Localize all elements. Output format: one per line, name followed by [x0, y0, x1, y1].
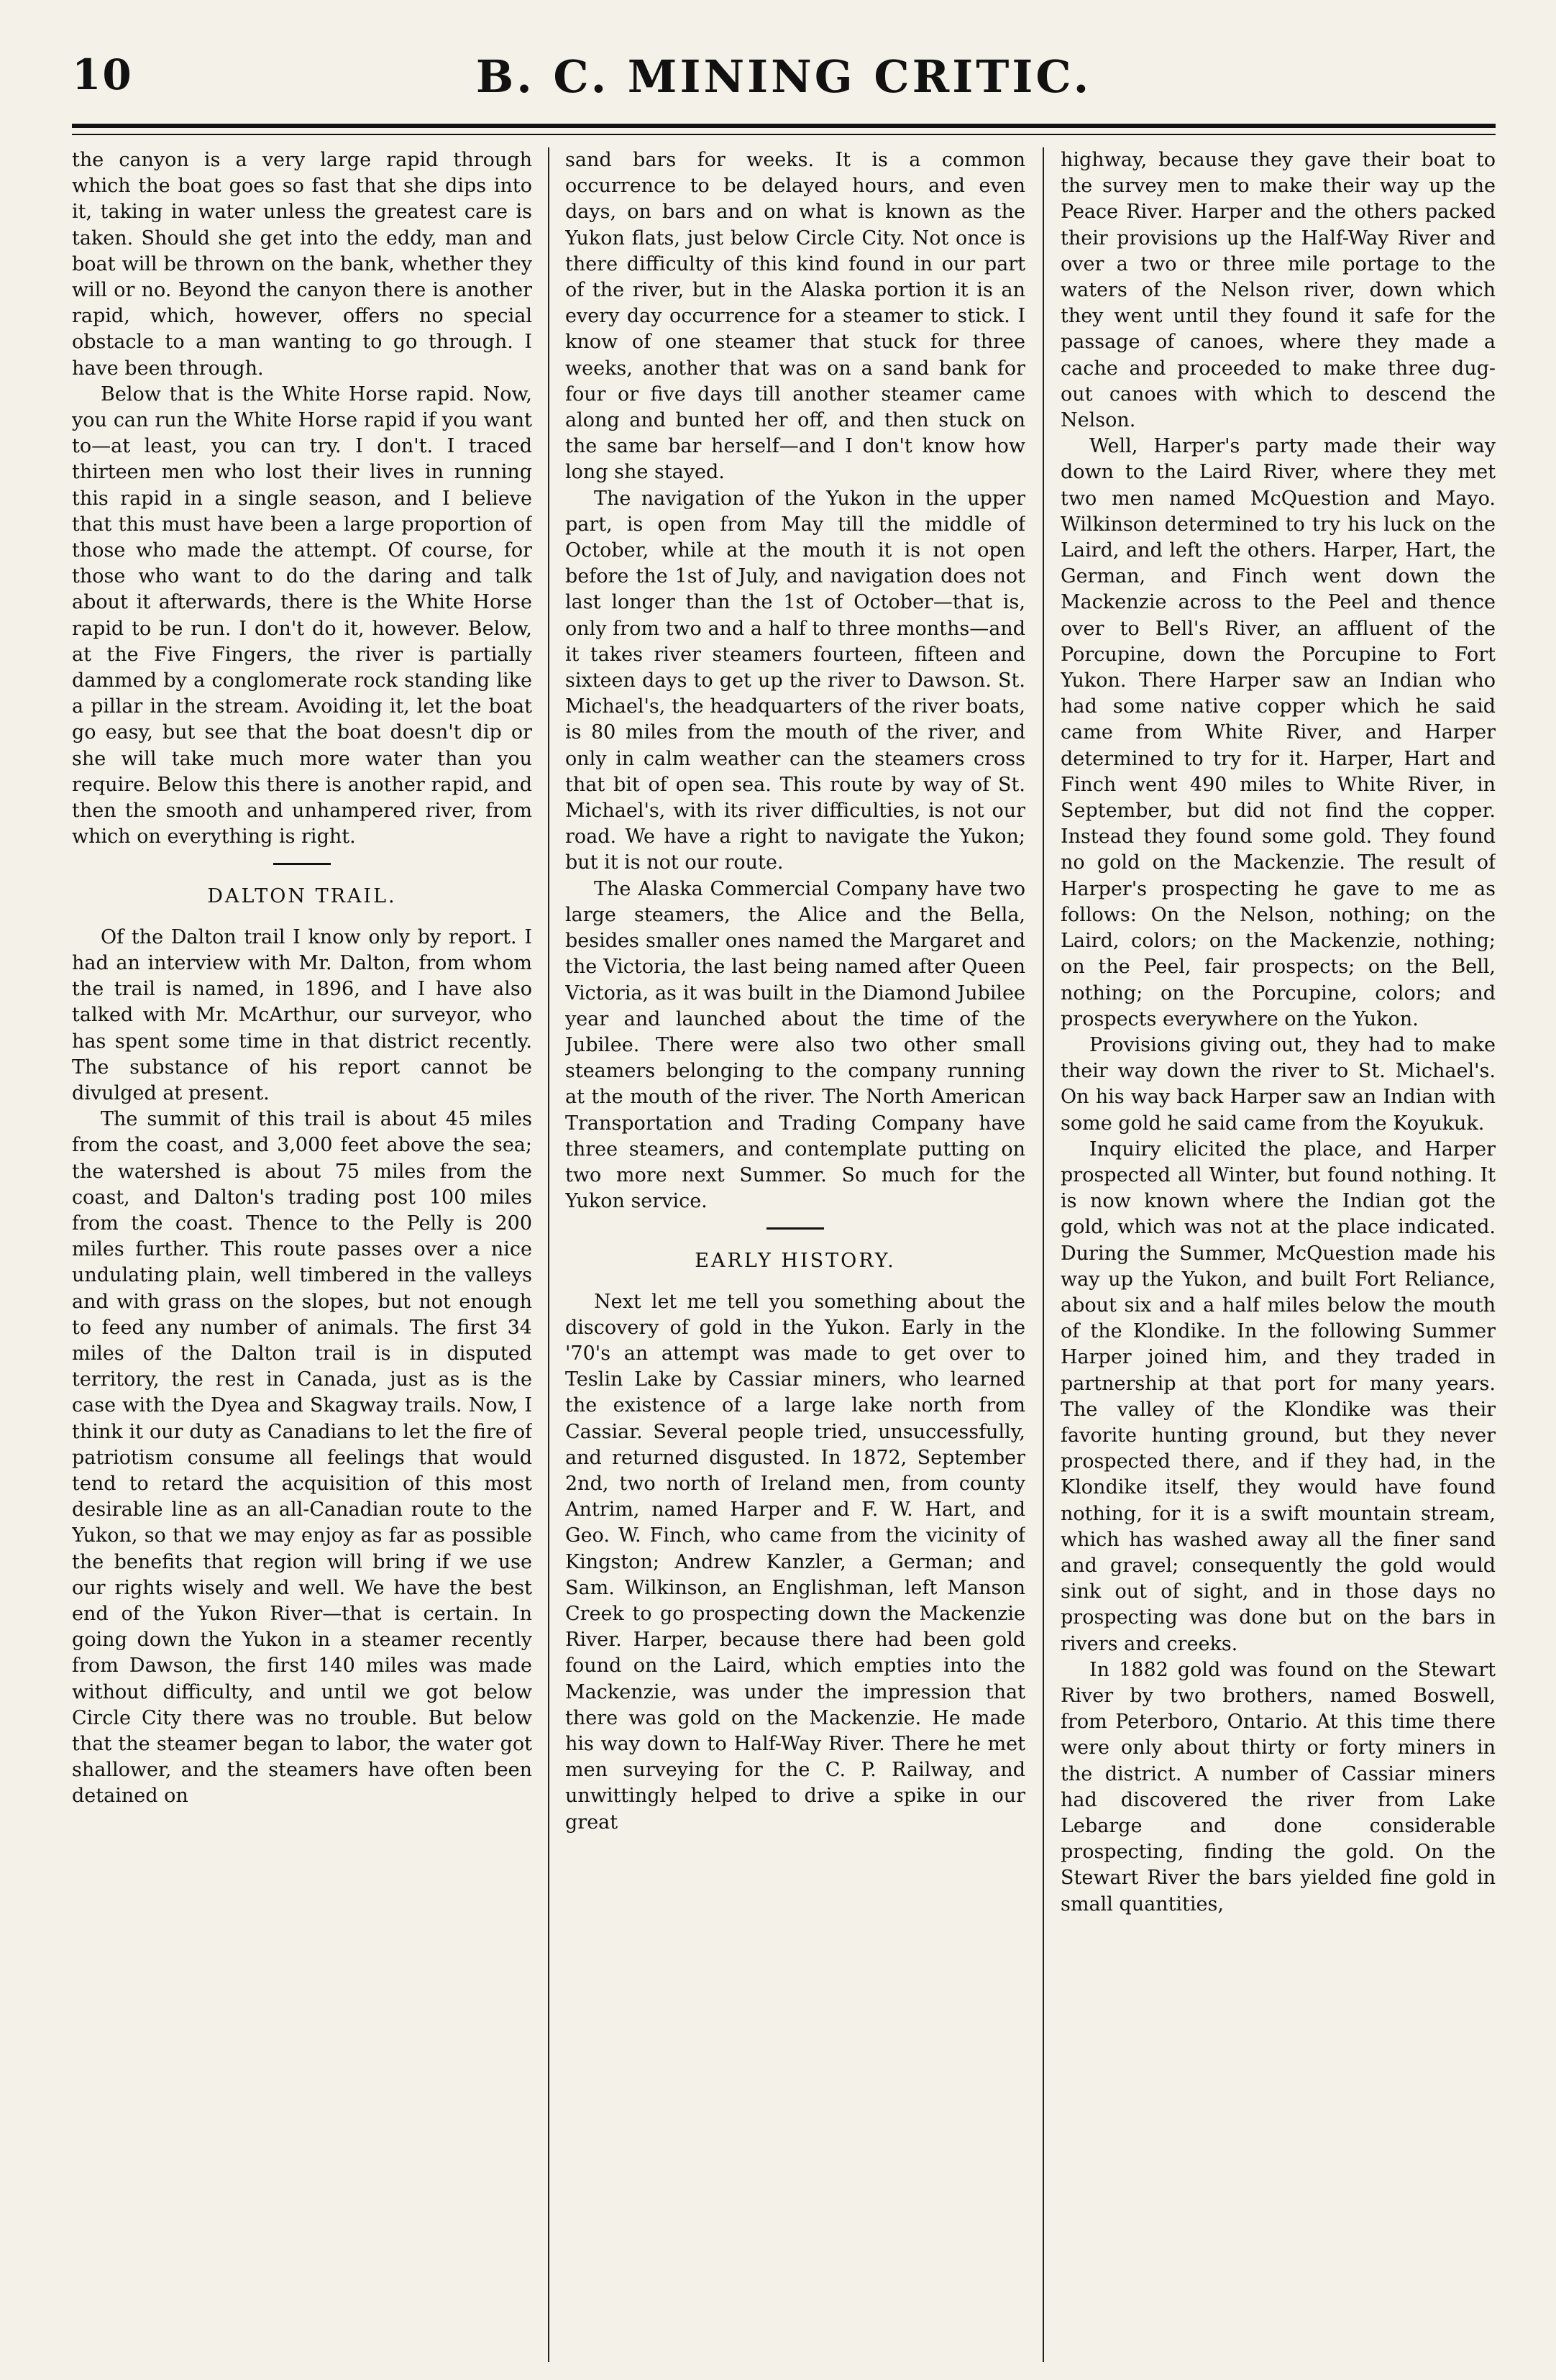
column-2 — [565, 147, 1025, 2362]
article-paragraph: Inquiry elicited the place, and Harper prospected all Winter, but found nothing. It is now known where the Indian got the gold, which was not at the place indicated. During the Summer, McQuestion made his way up the Yukon, and built Fort Reliance, about six and a half miles below the mouth of the Klondike. In the following Summer Harper joined him, and they traded in partnership at that port for many years. The valley of the Klondike was their favorite hunting ground, but they never prospected there, and if they had, in the Klondike itself, they would have found nothing, for it is a swift mountain stream, which has washed away all the finer sand and gravel; consequently the gold would sink out of sight, and in those days no prospecting was done but on the bars in rivers and creeks. — [1061, 1138, 1496, 1655]
article-paragraph: Next let me tell you something about the discovery of gold in the Yukon. Early in the '70's an attempt was made to get over to Teslin Lake by Cassiar miners, who learned the existence of a large lake north from Cassiar. Several people tried, unsuccessfully, and returned disgusted. In 1872, September 2nd, two north of Ireland men, from county Antrim, named Harper and F. W. Hart, and Geo. W. Finch, who came from the vicinity of Kingston; Andrew Kanzler, a German; and Sam. Wilkinson, an Englishman, left Manson Creek to go prospecting down the Mackenzie River. Harper, because there had been gold found on the Laird, which empties into the Mackenzie, was under the impression that there was gold on the Mackenzie. He made his way down to Half-Way River. There he met men surveying for the C. P. Railway, and unwittingly helped to drive a spike in our great — [565, 1290, 1025, 1834]
article-paragraph: Well, Harper's party made their way down to the Laird River, where they met two men named McQuestion and Mayo. Wilkinson determined to try his luck on the Laird, and left the others. Harper, Hart, the German, and Finch went down the Mackenzie across to the Peel and thence over to Bell's River, an affluent of the Porcupine, down the Porcupine to Fort Yukon. There Harper saw an Indian who had some native copper which he said came from White River, and Harper determined to try for it. Harper, Hart and Finch went 490 miles to White River, in September, but did not find the copper. Instead they found some gold. They found no gold on the Mackenzie. The result of Harper's prospecting he gave to me as follows: On the Nelson, nothing; on the Laird, colors; on the Mackenzie, nothing; on the Peel, fair prospects; on the Bell, nothing; on the Porcupine, colors; and prospects everywhere on the Yukon. — [1061, 435, 1496, 1030]
article-paragraph: The navigation of the Yukon in the upper part, is open from May till the middle of October, while at the mouth it is not open before the 1st of July, and navigation does not last longer than the 1st of October—that is, only from two and a half to three months—and it takes river steamers fourteen, fifteen and sixteen days to get up the river to Dawson. St. Michael's, the headquarters of the river boats, is 80 miles from the mouth of the river, and only in calm weather can the steamers cross that bit of open sea. This route by way of St. Michael's, with its river difficulties, is not our road. We have a right to navigate the Yukon; but it is not our route. — [565, 487, 1025, 874]
masthead-rule-thick — [72, 124, 1496, 128]
page-number: 10 — [72, 50, 133, 99]
article-paragraph: sand bars for weeks. It is a common occurrence to be delayed hours, and even days, on bars and on what is known as the Yukon flats, just below Circle City. Not once is there difficulty of this kind found in our part of the river, but in the Alaska portion it is an every day occurrence for a steamer to stick. I know of one steamer that stuck for three weeks, another that was on a sand bank for four or five days till another steamer came along and bunted her off, and then stuck on the same bar herself—and I don't know how long she stayed. — [565, 149, 1025, 484]
masthead — [72, 50, 1496, 108]
section-heading: EARLY HISTORY. — [695, 1250, 896, 1273]
section-rule — [273, 863, 331, 865]
article-paragraph: The summit of this trail is about 45 miles from the coast, and 3,000 feet above the sea; the watershed is about 75 miles from the coast, and Dalton's trading post 100 miles from the coast. Thence to the Pelly is 200 miles further. This route passes over a nice undulating plain, well timbered in the valleys and with grass on the slopes, but not enough to feed any number of animals. The first 34 miles of the Dalton trail is in disputed territory, the rest in Canada, just as is the case with the Dyea and Skagway trails. Now, I think it our duty as Canadians to let the fire of patriotism consume all feelings that would tend to retard the acquisition of this most desirable line as an all-Canadian route to the Yukon, so that we may enjoy as far as possible the benefits that region will bring if we use our rights wisely and well. We have the best end of the Yukon River—that is certain. In going down the Yukon in a steamer recently from Dawson, the first 140 miles was made without difficulty, and until we got below Circle City there was no trouble. But below that the steamer began to labor, the water got shallower, and the steamers have often been detained on — [72, 1108, 532, 1808]
publication-title: B. C. MINING CRITIC. — [475, 50, 1092, 103]
article-paragraph: the canyon is a very large rapid through which the boat goes so fast that she dips into it, taking in water unless the greatest care is taken. Should she get into the eddy, man and boat will be thrown on the bank, whether they will or no. Beyond the canyon there is another rapid, which, however, offers no special obstacle to a man wanting to go through. I have been through. — [72, 149, 532, 380]
section-rule — [766, 1227, 824, 1230]
article-paragraph: Provisions giving out, they had to make their way down the river to St. Michael's. On his way back Harper saw an Indian with some gold he said came from the Koyukuk. — [1061, 1033, 1496, 1135]
article-paragraph: The Alaska Commercial Company have two large steamers, the Alice and the Bella, besides smaller ones named the Margaret and the Victoria, the last being named after Queen Victoria, as it was built in the Diamond Jubilee year and launched about the time of the Jubilee. There were also two other small steamers belonging to the company running at the mouth of the river. The North American Transportation and Trading Company have three steamers, and contemplate putting on two more next Summer. So much for the Yukon service. — [565, 877, 1025, 1213]
column-divider — [548, 147, 549, 2362]
masthead-rule-thin — [72, 134, 1496, 135]
column-3 — [1061, 147, 1496, 2362]
article-paragraph: Below that is the White Horse rapid. Now, you can run the White Horse rapid if you want to—at least, you can try. I don't. I traced thirteen men who lost their lives in running this rapid in a single season, and I believe that this must have been a large proportion of those who made the attempt. Of course, for those who want to do the daring and talk about it afterwards, there is the White Horse rapid to be run. I don't do it, however. Below, at the Five Fingers, the river is partially dammed by a conglomerate rock standing like a pillar in the stream. Avoiding it, let the boat go easy, but see that the boat doesn't dip or she will take much more water than you require. Below this there is another rapid, and then the smooth and unhampered river, from which on everything is right. — [72, 383, 532, 848]
article-paragraph: highway, because they gave their boat to the survey men to make their way up the Peace River. Harper and the others packed their provisions up the Half-Way River and over a two or three mile portage to the waters of the Nelson river, down which they went until they found it safe for the passage of canoes, where they made a cache and proceeded to make three dug-out canoes with which to descend the Nelson. — [1061, 149, 1496, 432]
article-paragraph: In 1882 gold was found on the Stewart River by two brothers, named Boswell, from Peterboro, Ontario. At this time there were only about thirty or forty miners in the district. A number of Cassiar miners had discovered the river from Lake Lebarge and done considerable prospecting, finding the gold. On the Stewart River the bars yielded fine gold in small quantities, — [1061, 1658, 1496, 1916]
article-paragraph: Of the Dalton trail I know only by report. I had an interview with Mr. Dalton, from whom the trail is named, in 1896, and I have also talked with Mr. McArthur, our surveyor, who has spent some time in that district recently. The substance of his report cannot be divulged at present. — [72, 925, 532, 1104]
section-heading: DALTON TRAIL. — [207, 885, 397, 908]
column-divider — [1043, 147, 1044, 2362]
column-1 — [72, 147, 532, 2362]
